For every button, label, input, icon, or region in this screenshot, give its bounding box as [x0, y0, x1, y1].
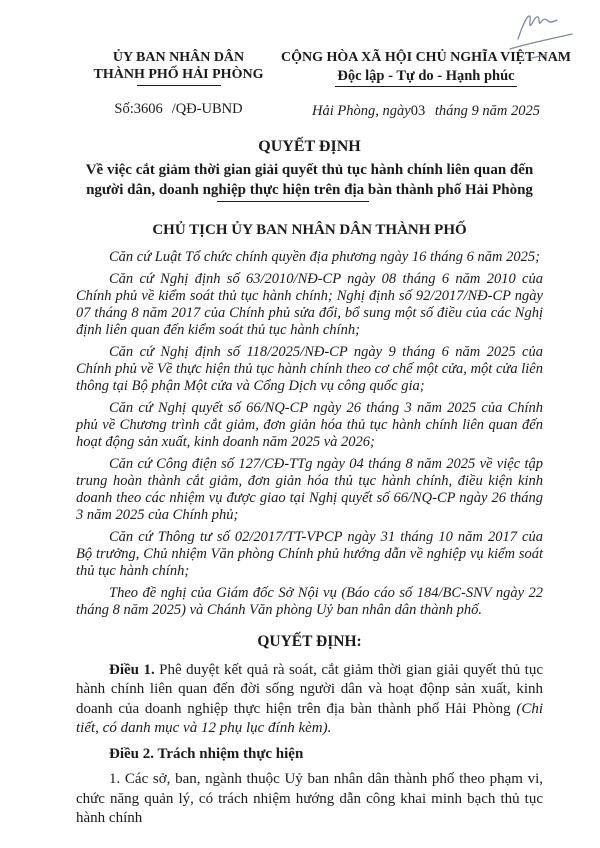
recital-paragraph: Căn cứ Nghị quyết số 66/NQ-CP ngày 26 tháng 3 năm 2025 của Chính phủ về Chương trình cắt giảm, đơn giản hóa thủ tục hành chính liên quan đến hoạt động sản xuất, kinh doanh năm 2025 và 2026;: [76, 399, 543, 450]
authority-title: CHỦ TỊCH ỦY BAN NHÂN DÂN THÀNH PHỐ: [152, 221, 467, 238]
recital-paragraph: Căn cứ Luật Tổ chức chính quyền địa phương ngày 16 tháng 6 năm 2025;: [109, 248, 540, 265]
decision-heading: QUYẾT ĐỊNH: [258, 137, 361, 155]
doc-number-suffix: /QĐ-UBND: [171, 101, 243, 117]
doc-number-prefix: Số:: [114, 101, 134, 117]
article-1-label: Điều 1.: [109, 661, 155, 678]
article-2-heading: Điều 2. Trách nhiệm thực hiện: [109, 745, 304, 762]
issuer-underline: [137, 85, 221, 86]
article-1: [76, 661, 543, 739]
recital-paragraph: Căn cứ Nghị định số 63/2010/NĐ-CP ngày 08 tháng 6 năm 2010 của Chính phủ về kiểm soát thủ tục hành chính; Nghị định số 92/2017/NĐ-CP ngày 07 tháng 8 năm 2017 của Chính phủ sửa đổi, bổ sung một số điều của các Nghị định liên quan đến kiểm soát thủ tục hành chính;: [76, 270, 543, 338]
decision-subject-line1: Về việc cắt giảm thời gian giải quyết thủ tục hành chính liên quan đến: [85, 161, 534, 178]
national-motto-line2: Độc lập - Tự do - Hạnh phúc: [335, 68, 516, 87]
date-day: 03: [410, 102, 426, 119]
recital-paragraph: Căn cứ Công điện số 127/CĐ-TTg ngày 04 tháng 8 năm 2025 về việc tập trung hoàn thành cắt giảm, đơn giản hóa thủ tục hành chính, điều kiện kinh doanh theo các nhiệm vụ được giao tại Nghị quyết số 66/NQ-CP ngày 26 tháng 3 năm 2025 của Chính phủ;: [76, 455, 543, 523]
date-line: [281, 103, 571, 120]
issuer-block: [76, 50, 281, 120]
issuer-name-line2: THÀNH PHỐ HẢI PHÒNG: [93, 66, 264, 82]
recital-paragraph: Căn cứ Nghị định số 118/2025/NĐ-CP ngày 9 tháng 6 năm 2025 của Chính phủ về Về thực hiện thủ tục hành chính theo cơ chế một cửa, một cửa liên thông tại Bộ phận Một cửa và Cổng Dịch vụ công quốc gia;: [76, 343, 543, 394]
decision-subject-line2: người dân, doanh nghiệp thực hiện trên địa bàn thành phố Hải Phòng: [86, 181, 533, 198]
article-1-note: (Chi tiết, có danh mục và 12 phụ lục đính kèm).: [76, 700, 543, 736]
recital-paragraph: Căn cứ Thông tư số 02/2017/TT-VPCP ngày 31 tháng 10 năm 2017 của Bộ trưởng, Chủ nhiệm Văn phòng Chính phủ hướng dẫn về nghiệp vụ kiểm soát thủ tục hành chính;: [76, 528, 543, 579]
handwritten-signature-icon: [502, 6, 586, 68]
issuer-name-line1: ỦY BAN NHÂN DÂN: [112, 50, 245, 65]
recital-paragraph: Theo đề nghị của Giám đốc Sở Nội vụ (Báo cáo số 184/BC-SNV ngày 22 tháng 8 năm 2025) và Chánh Văn phòng Uỷ ban nhân dân thành phố.: [76, 584, 543, 618]
article-2-item-1: 1. Các sở, ban, ngành thuộc Uỷ ban nhân dân thành phố theo phạm vi, chức năng quản lý, có trách nhiệm hướng dẫn công khai minh bạch thủ tục hành chính: [76, 771, 543, 826]
date-place: Hải Phòng, ngày: [312, 102, 411, 119]
doc-number: [76, 101, 281, 118]
doc-number-value: 3606: [133, 101, 163, 117]
article-1-body: Phê duyệt kết quả rà soát, cắt giảm thời gian giải quyết thủ tục hành chính liên quan đến đời sống người dân và hoạt độnp sản xuất, kinh doanh của doanh nghiệp thực hiện trên địa bàn thành phố Hải Phòng: [76, 661, 543, 717]
national-motto-line1: CỘNG HÒA XÃ HỘI CHỦ NGHĨA VIỆT NAM: [281, 50, 572, 65]
decision-subject: [76, 160, 543, 200]
letterhead: [76, 50, 572, 120]
title-underline: [217, 201, 369, 202]
decree-heading: QUYẾT ĐỊNH:: [257, 632, 362, 650]
recitals-section: [76, 249, 543, 619]
date-rest: tháng 9 năm 2025: [431, 102, 540, 119]
